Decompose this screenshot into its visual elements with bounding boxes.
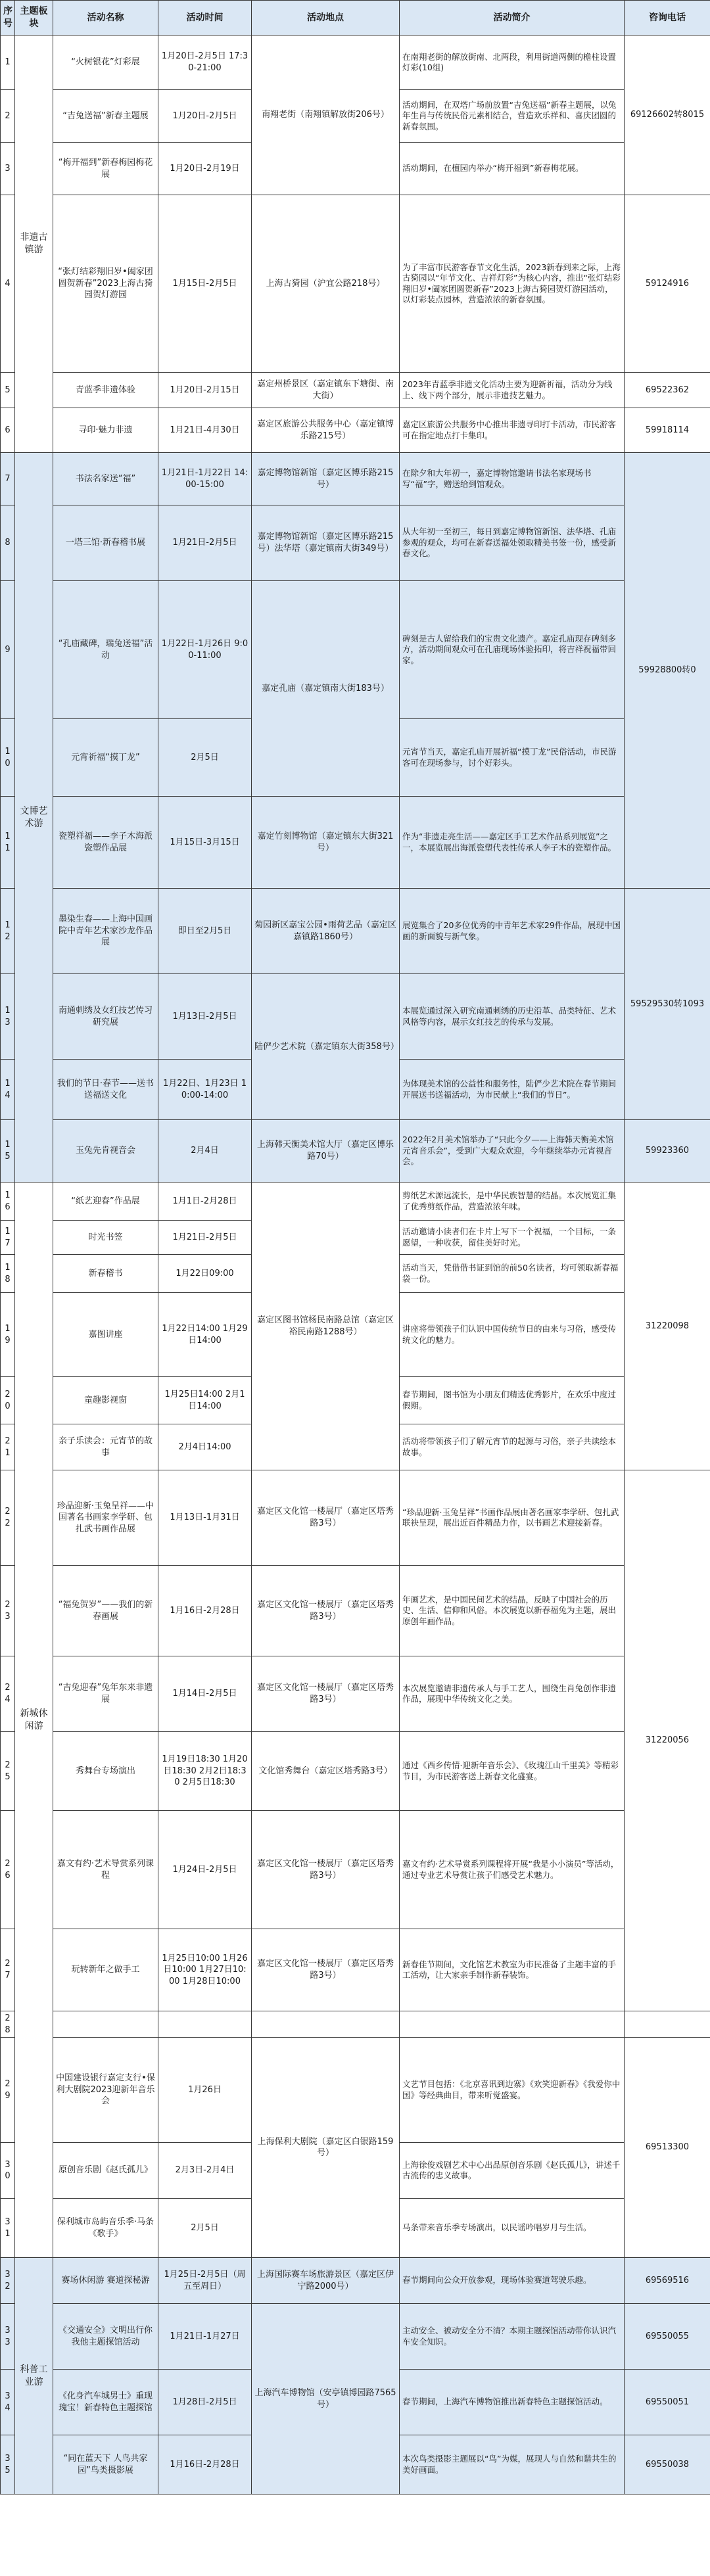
row-idx: 27: [1, 1929, 15, 2011]
row-idx: 15: [1, 1120, 15, 1183]
phone-cell: 69550055: [625, 2304, 710, 2370]
phone-cell: 69550038: [625, 2435, 710, 2494]
phone-cell: 69550051: [625, 2370, 710, 2435]
theme-cell: 非遗古镇游: [15, 35, 53, 453]
place-cell: 文化馆秀舞台（嘉定区塔秀路3号）: [252, 1732, 400, 1811]
row-intro: 为体现美术馆的公益性和服务性，陆俨少艺术院在春节期间开展送书送福活动，为市民献上“我们的节日”。: [400, 1060, 625, 1120]
row-intro: 活动将带领孩子们了解元宵节的起源与习俗，亲子共读绘本故事。: [400, 1424, 625, 1470]
header-theme: 主题板块: [15, 1, 53, 35]
row-intro: 年画艺术，是中国民间艺术的结晶，反映了中国社会的历史、生活、信仰和风俗。本次展览以新春福兔为主题，展出原创年画作品。: [400, 1566, 625, 1656]
header-name: 活动名称: [53, 1, 158, 35]
row-time: 1月21日-2月5日: [158, 505, 252, 581]
header-phone: 咨询电话: [625, 1, 710, 35]
row-intro: 本展览通过深入研究南通刺绣的历史沿革、品类特征、艺术风格等内容，展示女红技艺的传承与发展。: [400, 974, 625, 1060]
row-idx: 16: [1, 1183, 15, 1221]
place-cell: 嘉定竹刻博物馆（嘉定镇东大街321号）: [252, 797, 400, 889]
place-cell: 嘉定博物馆新馆（嘉定区博乐路215号）法华塔（嘉定镇南大街349号）: [252, 505, 400, 581]
row-idx: 8: [1, 505, 15, 581]
phone-cell: 59124916: [625, 195, 710, 373]
row-phone-empty: [625, 2011, 710, 2038]
row-time: 1月28日-2月5日: [158, 2370, 252, 2435]
row-idx: 23: [1, 1566, 15, 1656]
row-idx: 20: [1, 1377, 15, 1424]
phone-cell: 69513300: [625, 2038, 710, 2258]
row-time: 1月1日-2月28日: [158, 1183, 252, 1221]
row-intro: 春节期间，上海汽车博物馆推出新春特色主题探馆活动。: [400, 2370, 625, 2435]
phone-cell: 69569516: [625, 2258, 710, 2304]
table-row: [1, 889, 710, 974]
row-idx: 31: [1, 2199, 15, 2258]
row-name: “纸艺迎春”作品展: [53, 1183, 158, 1221]
row-intro: 马条带来音乐季专场演出，以民谣吟唱岁月与生活。: [400, 2199, 625, 2258]
row-intro: 碑刻是古人留给我们的宝贵文化遗产。嘉定孔庙现存碑刻多方，活动期间观众可在孔庙现场体验拓印，将吉祥祝福带回家。: [400, 581, 625, 719]
row-time: 1月16日-2月28日: [158, 2435, 252, 2494]
row-name: 嘉文有约·艺术导赏系列课程: [53, 1811, 158, 1929]
row-intro: 上海徐俊戏剧艺术中心出品原创音乐剧《赵氏孤儿》，讲述千古流传的忠义故事。: [400, 2143, 625, 2199]
row-name: 新春稽书: [53, 1255, 158, 1293]
theme-cell: 科普工业游: [15, 2258, 53, 2494]
place-cell: 嘉定区文化馆一楼展厅（嘉定区塔秀路3号）: [252, 1811, 400, 1929]
place-cell: 嘉定区文化馆一楼展厅（嘉定区塔秀路3号）: [252, 1929, 400, 2011]
phone-cell: 69522362: [625, 373, 710, 408]
row-place-empty: [252, 2011, 400, 2038]
row-name: 赛场休闲游 赛道探秘游: [53, 2258, 158, 2304]
row-intro: 讲座将带领孩子们认识中国传统节日的由来与习俗，感受传统文化的魅力。: [400, 1293, 625, 1377]
row-idx: 13: [1, 974, 15, 1060]
row-time: 2月3日-2月4日: [158, 2143, 252, 2199]
row-time: 1月26日: [158, 2038, 252, 2143]
row-name: 珍品迎新·玉兔呈祥——中国著名书画家李学研、包扎武书画作品展: [53, 1470, 158, 1566]
row-name: 时光书签: [53, 1221, 158, 1255]
table-row: [1, 1120, 710, 1183]
row-intro: 为了丰富市民游客春节文化生活，2023新春到来之际，上海古猗园以“年节文化、吉祥灯彩”为核心内容，推出“张灯结彩翔旧岁•阖家团圆贺新春”2023上海古猗园贺灯游园活动，以灯彩装点园林，营造浓浓的新春氛围。: [400, 195, 625, 373]
row-idx: 22: [1, 1470, 15, 1566]
theme-cell: 文博艺术游: [15, 453, 53, 1183]
row-idx: 19: [1, 1293, 15, 1377]
row-name: 保利城市岛屿音乐季·马条《歌手》: [53, 2199, 158, 2258]
row-idx: 17: [1, 1221, 15, 1255]
row-time: 2月5日: [158, 719, 252, 797]
row-name: 原创音乐剧《赵氏孤儿》: [53, 2143, 158, 2199]
row-name: 元宵祈福“摸丁龙”: [53, 719, 158, 797]
header-place: 活动地点: [252, 1, 400, 35]
row-name: “张灯结彩翔旧岁•阖家团圆贺新春”2023上海古猗园贺灯游园: [53, 195, 158, 373]
row-idx: 33: [1, 2304, 15, 2370]
table-row: [1, 2011, 710, 2038]
row-idx: 6: [1, 408, 15, 453]
table-row: [1, 1811, 710, 1929]
row-intro: [400, 2011, 625, 2038]
row-idx: 32: [1, 2258, 15, 2304]
row-name: 瓷塑祥福——李子木海派瓷塑作品展: [53, 797, 158, 889]
row-intro: 春节期间向公众开放参观，现场体验赛道驾驶乐趣。: [400, 2258, 625, 2304]
table-row: [1, 1566, 710, 1656]
row-name: 秀舞台专场演出: [53, 1732, 158, 1811]
row-time: 1月22日09:00: [158, 1255, 252, 1293]
row-idx: 28: [1, 2011, 15, 2038]
row-name: [53, 2011, 158, 2038]
row-intro: 通过《西乡传情·迎新年音乐会》、《玫瑰江山千里美》等精彩节目，为市民游客送上新春文化盛宴。: [400, 1732, 625, 1811]
row-intro: 活动期间，在檀园内举办“梅开福到”新春梅花展。: [400, 143, 625, 195]
place-cell: 陆俨少艺术院（嘉定镇东大街358号）: [252, 974, 400, 1120]
row-idx: 5: [1, 373, 15, 408]
row-intro: 2023年青蓝季非遗文化活动主要为迎新祈福，活动分为线上、线下两个部分，展示非遗技艺魅力。: [400, 373, 625, 408]
row-time: 2月4日14:00: [158, 1424, 252, 1470]
row-name: 寻印·魅力非遗: [53, 408, 158, 453]
row-intro: 剪纸艺术源远流长，是中华民族智慧的结晶。本次展览汇集了优秀剪纸作品，营造浓浓年味。: [400, 1183, 625, 1221]
row-time: [158, 2011, 252, 2038]
row-time: 1月25日14:00 2月1日14:00: [158, 1377, 252, 1424]
place-cell: 上海古猗园（沪宜公路218号）: [252, 195, 400, 373]
row-intro: 2022年2月美术馆举办了“只此今夕——上海韩天衡美术馆元宵音乐会”，受到广大观众欢迎，今年继续举办元宵视音会。: [400, 1120, 625, 1183]
row-idx: 18: [1, 1255, 15, 1293]
row-name: 童趣影视窗: [53, 1377, 158, 1424]
row-intro: 活动邀请小读者们在卡片上写下一个祝福，一个目标，一条愿望，一种收获，留住美好时光。: [400, 1221, 625, 1255]
row-idx: 11: [1, 797, 15, 889]
row-time: 1月21日-2月5日: [158, 1221, 252, 1255]
row-name: “孔庙藏碑，瑞兔送福”活动: [53, 581, 158, 719]
row-time: 1月16日-2月28日: [158, 1566, 252, 1656]
row-idx: 25: [1, 1732, 15, 1811]
row-name: 书法名家送“福”: [53, 453, 158, 505]
table-row: [1, 974, 710, 1060]
table-row: [1, 797, 710, 889]
row-name: “吉兔送福”新春主题展: [53, 90, 158, 143]
place-cell: 嘉定区文化馆一楼展厅（嘉定区塔秀路3号）: [252, 1566, 400, 1656]
place-cell: 上海韩天衡美术馆大厅（嘉定区博乐路70号）: [252, 1120, 400, 1183]
row-idx: 10: [1, 719, 15, 797]
table-row: [1, 1470, 710, 1566]
row-idx: 21: [1, 1424, 15, 1470]
row-intro: 新春佳节期间，文化馆艺术教室为市民准备了主题丰富的手工活动，让大家亲手制作新春装饰。: [400, 1929, 625, 2011]
row-time: 1月15日-3月15日: [158, 797, 252, 889]
row-intro: “珍品迎新·玉兔呈祥”书画作品展由著名画家李学研、包扎武联袂呈现，展出近百件精品力作，以书画艺术迎接新春。: [400, 1470, 625, 1566]
row-name: 中国建设银行嘉定支行•保利大剧院2023迎新年音乐会: [53, 2038, 158, 2143]
row-time: 1月15日-2月5日: [158, 195, 252, 373]
row-time: 1月21日-1月22日 14:00-15:00: [158, 453, 252, 505]
row-time: 1月25日-2月5日（周五至周日）: [158, 2258, 252, 2304]
row-time: 1月13日-2月5日: [158, 974, 252, 1060]
row-name: “火树银花”灯彩展: [53, 35, 158, 90]
row-idx: 29: [1, 2038, 15, 2143]
place-cell: 嘉定孔庙（嘉定镇南大街183号）: [252, 581, 400, 797]
place-cell: 嘉定州桥景区（嘉定镇东下塘街、南大街）: [252, 373, 400, 408]
row-time: 2月5日: [158, 2199, 252, 2258]
place-cell: 上海保利大剧院（嘉定区白银路159号）: [252, 2038, 400, 2258]
row-time: 1月20日-2月5日: [158, 90, 252, 143]
row-name: 亲子乐读会：元宵节的故事: [53, 1424, 158, 1470]
row-name: “吉兔迎春”兔年东来非遗展: [53, 1656, 158, 1732]
row-name: 嘉图讲座: [53, 1293, 158, 1377]
place-cell: 上海国际赛车场旅游景区（嘉定区伊宁路2000号）: [252, 2258, 400, 2304]
row-name: 我们的节日·春节——送书送福送文化: [53, 1060, 158, 1120]
row-idx: 2: [1, 90, 15, 143]
row-name: 玉兔先肯视音会: [53, 1120, 158, 1183]
row-name: 青蓝季非遗体验: [53, 373, 158, 408]
row-time: 1月20日-2月19日: [158, 143, 252, 195]
row-name: “同在蓝天下 人鸟共家园”鸟类摄影展: [53, 2435, 158, 2494]
table-row: [1, 1656, 710, 1732]
table-header-row: [1, 1, 710, 35]
place-cell: 上海汽车博物馆（安亭镇博园路7565号）: [252, 2304, 400, 2494]
table-row: [1, 1183, 710, 1221]
row-name: “梅开福到”新春梅园梅花展: [53, 143, 158, 195]
header-intro: 活动简介: [400, 1, 625, 35]
table-row: [1, 408, 710, 453]
table-row: [1, 2258, 710, 2304]
row-time: 1月19日18:30 1月20日18:30 2月2日18:30 2月5日18:30: [158, 1732, 252, 1811]
row-name: 墨染生春——上海中国画院中青年艺术家沙龙作品展: [53, 889, 158, 974]
row-time: 1月22日、1月23日 10:00-14:00: [158, 1060, 252, 1120]
table-row: [1, 1929, 710, 2011]
row-time: 1月25日10:00 1月26日10:00 1月27日10:00 1月28日10:00: [158, 1929, 252, 2011]
row-intro: 嘉文有约·艺术导赏系列课程将开展“我是小小演员”等活动，通过专业艺术导赏让孩子们感受艺术魅力。: [400, 1811, 625, 1929]
table-row: [1, 373, 710, 408]
row-time: 1月22日-1月26日 9:00-11:00: [158, 581, 252, 719]
row-idx: 12: [1, 889, 15, 974]
row-idx: 9: [1, 581, 15, 719]
place-cell: 嘉定区文化馆一楼展厅（嘉定区塔秀路3号）: [252, 1470, 400, 1566]
place-cell: 嘉定区图书馆杨民南路总馆（嘉定区裕民南路1288号）: [252, 1183, 400, 1470]
table-row: [1, 2038, 710, 2143]
phone-cell: 59529530转1093: [625, 889, 710, 1120]
row-time: 1月21日-1月27日: [158, 2304, 252, 2370]
place-cell: 嘉定区旅游公共服务中心（嘉定镇博乐路215号）: [252, 408, 400, 453]
table-row: [1, 195, 710, 373]
row-idx: 4: [1, 195, 15, 373]
place-cell: 嘉定区文化馆一楼展厅（嘉定区塔秀路3号）: [252, 1656, 400, 1732]
header-time: 活动时间: [158, 1, 252, 35]
header-idx: 序号: [1, 1, 15, 35]
phone-cell: 31220056: [625, 1470, 710, 2011]
table-row: [1, 2304, 710, 2370]
phone-cell: 69126602转8015: [625, 35, 710, 195]
theme-cell: 新城休闲游: [15, 1183, 53, 2258]
row-intro: 作为“非遗走亮生活——嘉定区手工艺术作品系列展览”之一，本展览展出海派瓷塑代表性传承人李子木的瓷塑作品。: [400, 797, 625, 889]
place-cell: 南翔老街（南翔镇解放街206号）: [252, 35, 400, 195]
row-idx: 24: [1, 1656, 15, 1732]
row-idx: 30: [1, 2143, 15, 2199]
row-time: 1月13日-1月31日: [158, 1470, 252, 1566]
phone-cell: 59918114: [625, 408, 710, 453]
phone-cell: 59923360: [625, 1120, 710, 1183]
row-intro: 本次鸟类摄影主题展以“鸟”为媒，展现人与自然和谐共生的美好画面。: [400, 2435, 625, 2494]
row-time: 2月4日: [158, 1120, 252, 1183]
row-name: 《化身汽车城男士》重现瑰宝！新春特色主题探馆: [53, 2370, 158, 2435]
row-idx: 7: [1, 453, 15, 505]
row-time: 1月24日-2月5日: [158, 1811, 252, 1929]
phone-cell: 31220098: [625, 1183, 710, 1470]
row-intro: 嘉定区旅游公共服务中心推出非遗寻印打卡活动，市民游客可在指定地点打卡集印。: [400, 408, 625, 453]
row-intro: 活动期间，在双塔广场前放置“吉兔送福”新春主题展，以兔年生肖与传统民俗元素相结合，营造欢乐祥和、喜庆团圆的新春氛围。: [400, 90, 625, 143]
row-name: 《交通安全》文明出行你我他主题探馆活动: [53, 2304, 158, 2370]
row-name: 玩转新年之做手工: [53, 1929, 158, 2011]
row-intro: 春节期间，图书馆为小朋友们精选优秀影片，在欢乐中度过假期。: [400, 1377, 625, 1424]
row-time: 1月22日14:00 1月29日14:00: [158, 1293, 252, 1377]
row-intro: 活动当天，凭借借书证到馆的前50名读者，均可领取新春福袋一份。: [400, 1255, 625, 1293]
table-row: [1, 1732, 710, 1811]
row-name: 一塔三馆·新春稽书展: [53, 505, 158, 581]
row-time: 即日至2月5日: [158, 889, 252, 974]
table-row: [1, 35, 710, 90]
row-idx: 26: [1, 1811, 15, 1929]
row-name: 南通刺绣及女红技艺传习研究展: [53, 974, 158, 1060]
row-time: 1月20日-2月15日: [158, 373, 252, 408]
row-idx: 3: [1, 143, 15, 195]
place-cell: 菊园新区嘉宝公园•雨荷艺品（嘉定区嘉镇路1860号）: [252, 889, 400, 974]
row-intro: 展览集合了20多位优秀的中青年艺术家29件作品，展现中国画的新面貌与新气象。: [400, 889, 625, 974]
row-intro: 本次展览邀请非遗传承人与手工艺人，围绕生肖兔创作非遗作品，展现中华传统文化之美。: [400, 1656, 625, 1732]
place-cell: 嘉定博物馆新馆（嘉定区博乐路215号）: [252, 453, 400, 505]
row-intro: 文艺节目包括：《北京喜讯到边寨》《欢笑迎新春》《我爱你中国》等经典曲目，带来听觉盛宴。: [400, 2038, 625, 2143]
row-idx: 1: [1, 35, 15, 90]
table-row: [1, 505, 710, 581]
row-intro: 在南翔老街的解放街南、北两段，利用街道两侧的檐柱设置灯彩(10组): [400, 35, 625, 90]
row-name: “福兔贺岁”——我们的新春画展: [53, 1566, 158, 1656]
row-time: 1月21日-4月30日: [158, 408, 252, 453]
row-intro: 在除夕和大年初一，嘉定博物馆邀请书法名家现场书写“福”字，赠送给到馆观众。: [400, 453, 625, 505]
row-idx: 14: [1, 1060, 15, 1120]
row-idx: 34: [1, 2370, 15, 2435]
row-idx: 35: [1, 2435, 15, 2494]
row-intro: 从大年初一至初三，每日到嘉定博物馆新馆、法华塔、孔庙参观的观众，均可在新春送福处领取精美书签一份，感受新春文化。: [400, 505, 625, 581]
row-intro: 元宵节当天，嘉定孔庙开展祈福“摸丁龙”民俗活动，市民游客可在现场参与，讨个好彩头。: [400, 719, 625, 797]
phone-cell: 59928800转0: [625, 453, 710, 889]
table-row: [1, 581, 710, 719]
row-time: 1月20日-2月5日 17:30-21:00: [158, 35, 252, 90]
table-row: [1, 453, 710, 505]
row-intro: 主动安全、被动安全分不清？本期主题探馆活动带你认识汽车安全知识。: [400, 2304, 625, 2370]
row-time: 1月14日-2月5日: [158, 1656, 252, 1732]
